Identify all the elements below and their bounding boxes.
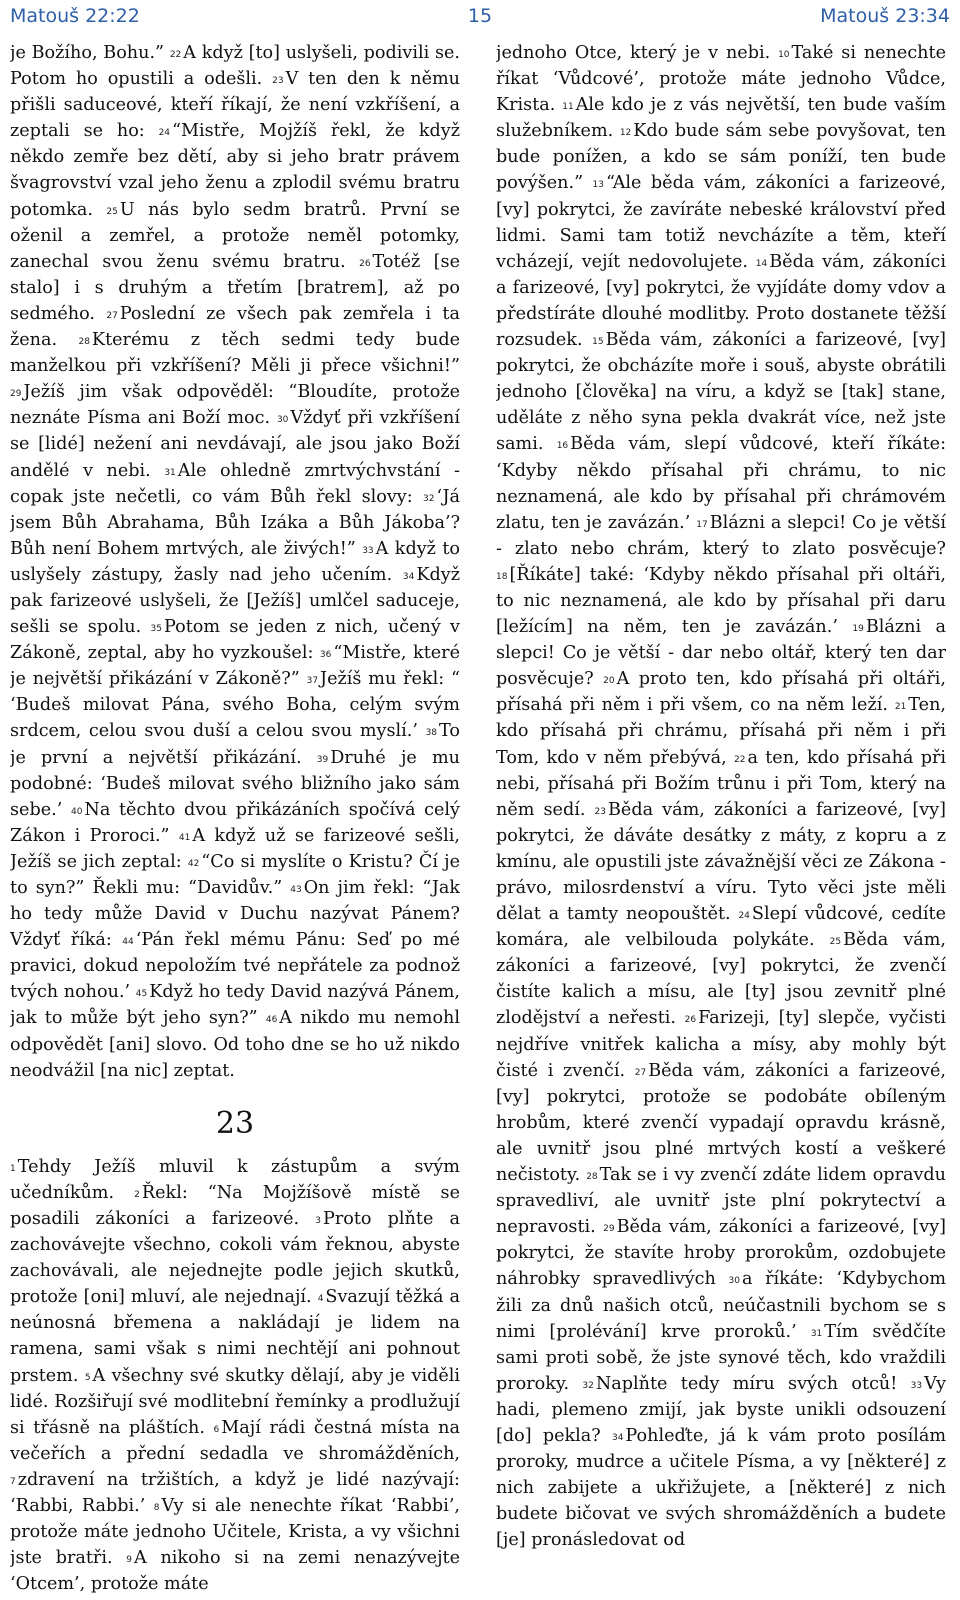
verse-text: Tehdy Ježíš mluvil k zástupům a svým učedníkům.: [10, 1156, 460, 1203]
verse-text: Ježíš mu řekl: “ ‘Budeš milovat Pána, svého Boha, celým svým srdcem, celou svou duší a celou svou myslí.’: [10, 669, 460, 742]
verse-text: Kterému z těch sedmi tedy bude manželkou při vzkříšení? Měli ji přece všichni!”: [10, 330, 460, 377]
right-column-paragraph: [496, 40, 946, 1553]
verse-number: 35: [150, 624, 162, 635]
verse: [10, 43, 164, 63]
verse-text: Ten, kdo přísahá při chrámu, přísahá při něm i při Tom, kdo v něm přebývá,: [496, 695, 946, 768]
verse-text: Ale ohledně zmrtvýchvstání - copak jste nečetli, co vám Bůh řekl slovy:: [10, 460, 460, 507]
verse-text: “Mistře, které je největší přikázání v Zákoně?”: [10, 643, 460, 690]
verse-text: Poslední ze všech pak zemřela i ta žena.: [10, 303, 460, 351]
verse-text: Vždyť při vzkříšení se [lidé] nežení ani nevdávají, ale jsou jako Boží andělé v nebi.: [10, 408, 460, 481]
verse-number: 29: [603, 1224, 615, 1235]
verse-text: je Božího, Bohu.”: [10, 43, 165, 63]
verse-text: “Mistře, Mojžíš řekl, že když někdo zemře bez dětí, aby si jeho bratr právem švagrovství vzal jeho ženu a zplodil svému bratru potomka.: [10, 121, 460, 220]
verse-text: Druhé je mu podobné: ‘Budeš milovat svého bližního jako sám sebe.’: [10, 747, 460, 820]
verse-number: 45: [135, 989, 148, 1000]
left-column: [10, 40, 460, 1595]
verse-number: 13: [592, 180, 604, 191]
verse-number: 8: [153, 1502, 160, 1513]
verse-number: 32: [423, 493, 435, 504]
verse-text: Mají rádi čestná místa na večeřích a přední sedadla ve shromážděních,: [10, 1417, 460, 1464]
verse-number: 26: [359, 258, 371, 269]
verse-number: 21: [894, 702, 907, 713]
verse-number: 15: [592, 337, 604, 348]
right-reference: Matouš 23:34: [820, 5, 950, 27]
verse-text: A když to uslyšely zástupy, žasly nad jeho učením.: [10, 538, 460, 585]
verse-text: Naplňte tedy míru svých otců!: [595, 1373, 898, 1394]
verse-text: a říkáte: ‘Kdybychom žili za dnů našich otců, neúčastnili bychom se s nimi [prolévání] krve proroků.’: [496, 1269, 946, 1342]
verse-number: 43: [290, 885, 302, 895]
verse-text: Blázni a slepci! Co je větší - dar nebo oltář, který ten dar posvěcuje?: [496, 617, 946, 690]
verse-number: 24: [158, 128, 171, 139]
chapter-22-paragraph: [10, 40, 460, 1084]
right-column: [496, 40, 946, 1595]
verse-text: zdravení na tržištích, a když je lidé nazývají: ‘Rabbi, Rabbi.’: [10, 1469, 460, 1516]
verse-number: 34: [611, 1432, 624, 1443]
verse-text: A nikdo mu nemohl odpovědět [ani] slovo. Od toho dne se ho už nikdo neodvážil [na nic] zeptat.: [10, 1008, 460, 1081]
verse-text: Totéž [se stalo] i s druhým a třetím [bratrem], až po sedmého.: [10, 251, 460, 324]
verse-number: 11: [562, 102, 574, 113]
verse-number: 37: [306, 676, 319, 687]
verse-number: 16: [556, 441, 569, 452]
verse-text: Proto plňte a zachovávejte všechno, cokoli vám řeknou, abyste zachovávali, ale nejednejte podle jejich skutků, protože [oni] mluví, ale nejednají.: [10, 1208, 460, 1308]
verse-number: 34: [402, 571, 415, 582]
verse-number: 4: [317, 1294, 324, 1305]
verse-text: Pohleďte, já k vám proto posílám proroky, mudrce a učitele Písma, a vy [některé] z nich zabijete a ukřižujete, a [některé] z nich budete bičovat ve svých shromážděních a budete [je] pronásledovat od: [496, 1425, 946, 1551]
verse: [582, 1374, 897, 1394]
verse-number: 25: [106, 206, 118, 217]
verse-text: Blázni a slepci! Co je větší - zlato nebo chrám, který to zlato posvěcuje?: [496, 512, 946, 559]
verse-number: 23: [594, 806, 606, 817]
verse-text: ‘Pán řekl mému Pánu: Seď po mé pravici, dokud nepoložím tvé nepřátele za podnož tvých nohou.’: [10, 930, 460, 1003]
verse-number: 30: [728, 1276, 740, 1287]
page-number: 15: [467, 5, 493, 27]
verse-number: 7: [10, 1476, 16, 1487]
verse-text: Vy si ale nenechte říkat ‘Rabbi’, protože máte jednoho Učitele, Krista, a vy všichni jste bratři.: [10, 1495, 460, 1569]
verse-text: Když pak farizeové uslyšeli, že [Ježíš] umlčel saduceje, sešli se spolu.: [10, 564, 460, 638]
verse-number: 6: [213, 1424, 220, 1435]
left-reference: Matouš 22:22: [10, 5, 140, 27]
chapter-heading: 23: [215, 1105, 255, 1141]
chapter-23-paragraph: [10, 1154, 460, 1595]
verse-text: Ježíš jim však odpověděl: “Bloudíte, protože neznáte Písma ani Boží moc.: [10, 382, 460, 429]
verse-number: 17: [696, 519, 708, 530]
verse-number: 23: [272, 76, 284, 87]
verse-text: Slepí vůdcové, cedíte komára, ale velbilouda polykáte.: [496, 904, 946, 951]
verse-text: On jim řekl: “Jak ho tedy může David v Duchu nazývat Pánem? Vždyť říká:: [10, 878, 460, 951]
verse-text: Také si nenechte říkat ‘Vůdcové’, protože máte jednoho Vůdce, Krista.: [496, 43, 946, 116]
verse-number: 18: [496, 571, 508, 582]
verse: [10, 330, 460, 376]
verse-text: Běda vám, zákoníci a farizeové, [vy] pokrytci, že obcházíte moře i souš, abyste obrátili jednoho [člověka] na víru, a když se [tak] stane, uděláte z něho syna pekla dvakrát více, než jste sami.: [496, 330, 946, 455]
verse-number: 44: [122, 937, 134, 948]
verse-number: 10: [778, 50, 790, 60]
verse-text: Běda vám, zákoníci a farizeové, [vy] pokrytci, že stavíte hroby prorokům, ozdobujete náhrobky spravedlivých: [496, 1217, 946, 1290]
verse-number: 2: [134, 1189, 140, 1200]
verse-number: 33: [362, 545, 374, 556]
verse-text: a ten, kdo přísahá při nebi, přísahá při Božím trůnu i při Tom, který na něm sedí.: [496, 747, 946, 820]
verse-number: 14: [755, 258, 768, 269]
verse-text: Když ho tedy David nazývá Pánem, jak to může být jeho syn?”: [10, 982, 460, 1029]
verse-number: 25: [829, 937, 842, 948]
verse-number: 39: [316, 754, 329, 765]
verse-text: Tak se i vy zvenčí zdáte lidem opravdu spravedliví, ale uvnitř jste plní pokrytectví a nepravosti.: [496, 1165, 946, 1238]
verse-text: A nikoho si na zemi nenazývejte ‘Otcem’, protože máte: [10, 1548, 460, 1595]
verse-text: V ten den k němu přišli saduceové, kteří říkají, že není vzkříšení, a zeptali se ho:: [10, 69, 460, 142]
verse-text: Běda vám, zákoníci a farizeové, [vy] pokrytci, že dáváte desátky z máty, z kopru a z kmínu, ale opustili jste závažnější věci ze Zákona - právo, milosrdenství a víru. Tyto věci jste měli dělat a tamty neopouštět.: [496, 799, 946, 925]
verse-number: 27: [634, 1067, 647, 1078]
verse-text: Vy hadi, plemeno zmijí, jak byste unikli odsouzení [do] pekla?: [496, 1373, 946, 1446]
verse-number: 46: [265, 1015, 278, 1026]
verse: [496, 43, 770, 63]
verse-text: Potom se jeden z nich, učený v Zákoně, zeptal, aby ho vyzkoušel:: [10, 617, 460, 664]
verse-number: 5: [84, 1372, 91, 1383]
verse-text: Řekl: “Na Mojžíšově místě se posadili zákoníci a farizeové.: [10, 1182, 460, 1229]
verse-text: A když už se farizeové sešli, Ježíš se jich zeptal:: [10, 825, 460, 872]
verse-text: A když [to] uslyšeli, podivili se. Potom ho opustili a odešli.: [10, 43, 460, 90]
verse-number: 9: [126, 1555, 133, 1566]
verse-text: Běda vám, slepí vůdcové, kteří říkáte: ‘Kdyby někdo přísahal při chrámu, to nic neznamená, ale kdo by přísahal při chrámovém zlatu, ten je zavázán.’: [496, 434, 946, 533]
verse-number: 12: [619, 128, 632, 139]
verse-text: Na těchto dvou přikázáních spočívá celý Zákon i Proroci.”: [10, 799, 460, 846]
verse-number: 30: [276, 415, 289, 426]
verse-text: A proto ten, kdo přísahá při oltáři, přísahá při něm i při všem, co na něm leží.: [496, 669, 946, 716]
verse-text: Běda vám, zákoníci a farizeové, [vy] pokrytci, protože se podobáte obíleným hrobům, které zvenčí vypadají opravdu krásně, ale uvnitř jsou plné mrtvých kostí a veškeré nečistoty.: [496, 1060, 946, 1186]
verse-number: 40: [70, 806, 83, 817]
verse-number: 31: [164, 467, 176, 478]
verse-number: 26: [684, 1015, 697, 1026]
verse-number: 19: [852, 624, 864, 635]
verse-text: Kdo bude sám sebe povyšovat, ten bude ponížen, a kdo se sám poníží, ten bude povýšen.”: [496, 121, 946, 194]
verse-number: 31: [810, 1328, 823, 1339]
verse-number: 36: [319, 650, 332, 661]
verse-number: 22: [733, 754, 746, 765]
verse-number: 38: [425, 728, 438, 739]
verse-text: Farizeji, [ty] slepče, vyčisti nejdříve vnitřek kalicha a mísy, aby mohly být čisté i zvenčí.: [496, 1008, 946, 1081]
verse-number: 22: [169, 50, 182, 60]
verse-text: Svazují těžká a neúnosná břemena a nakládají je lidem na ramena, sami však s nimi nechtějí ani pohnout prstem.: [10, 1287, 460, 1386]
verse-text: ‘Já jsem Bůh Abrahama, Bůh Izáka a Bůh Jákoba’? Bůh není Bohem mrtvých, ale živých!”: [10, 486, 460, 559]
verse-number: 28: [586, 1172, 598, 1183]
verse-text: “Ale běda vám, zákoníci a farizeové, [vy] pokrytci, že zavíráte nebeské království před lidmi. Sami tam totiž nevcházíte a těm, kteří vcházejí, vejít nedovolujete.: [496, 173, 946, 272]
verse-text: To je první a největší přikázání.: [10, 721, 460, 768]
verse-text: “Co si myslíte o Kristu? Čí je to syn?” Řekli mu: “Davidův.”: [10, 851, 460, 898]
verse-text: Tím svědčíte sami proti sobě, že jste synové těch, kdo vraždili proroky.: [496, 1321, 946, 1394]
verse-number: 20: [603, 676, 615, 687]
verse-number: 29: [10, 389, 22, 400]
verse-text: A všechny své skutky dělají, aby je viděli lidé. Rozšiřují své modlitební řemínky a prodlužují si třásně na pláštích.: [10, 1365, 460, 1438]
verse-number: 24: [738, 911, 750, 922]
verse-number: 33: [910, 1380, 923, 1391]
verse-number: 1: [10, 1163, 16, 1174]
verse-number: 41: [178, 832, 191, 843]
verse-text: Běda vám, zákoníci a farizeové, [vy] pokrytci, že vyjídáte domy vdov a předstíráte dlouhé modlitby. Proto dostanete těžší rozsudek.: [496, 251, 946, 351]
verse-text: jednoho Otce, který je v nebi.: [496, 43, 771, 63]
verse-number: 28: [78, 337, 90, 348]
verse-number: 42: [187, 858, 200, 869]
verse-text: Běda vám, zákoníci a farizeové, [vy] pokrytci, že zvenčí čistíte kalich a mísu, ale [ty] jsou zevnitř plné zlodějství a neřesti.: [496, 930, 946, 1029]
verse-number: 32: [582, 1380, 594, 1391]
verse-text: Ale kdo je z vás největší, ten bude vaším služebníkem.: [496, 95, 946, 142]
verse-number: 27: [106, 310, 118, 321]
verse-text: [Říkáte] také: ‘Kdyby někdo přísahal při oltáři, to nic neznamená, ale kdo by přísahal při daru [ležícím] na něm, ten je zavázán.’: [496, 564, 946, 638]
page-header: [10, 5, 950, 35]
verse-text: U nás bylo sedm bratrů. První se oženil a zemřel, a protože neměl potomky, zanechal svou ženu svému bratru.: [10, 199, 460, 272]
verse-number: 3: [315, 1215, 322, 1226]
